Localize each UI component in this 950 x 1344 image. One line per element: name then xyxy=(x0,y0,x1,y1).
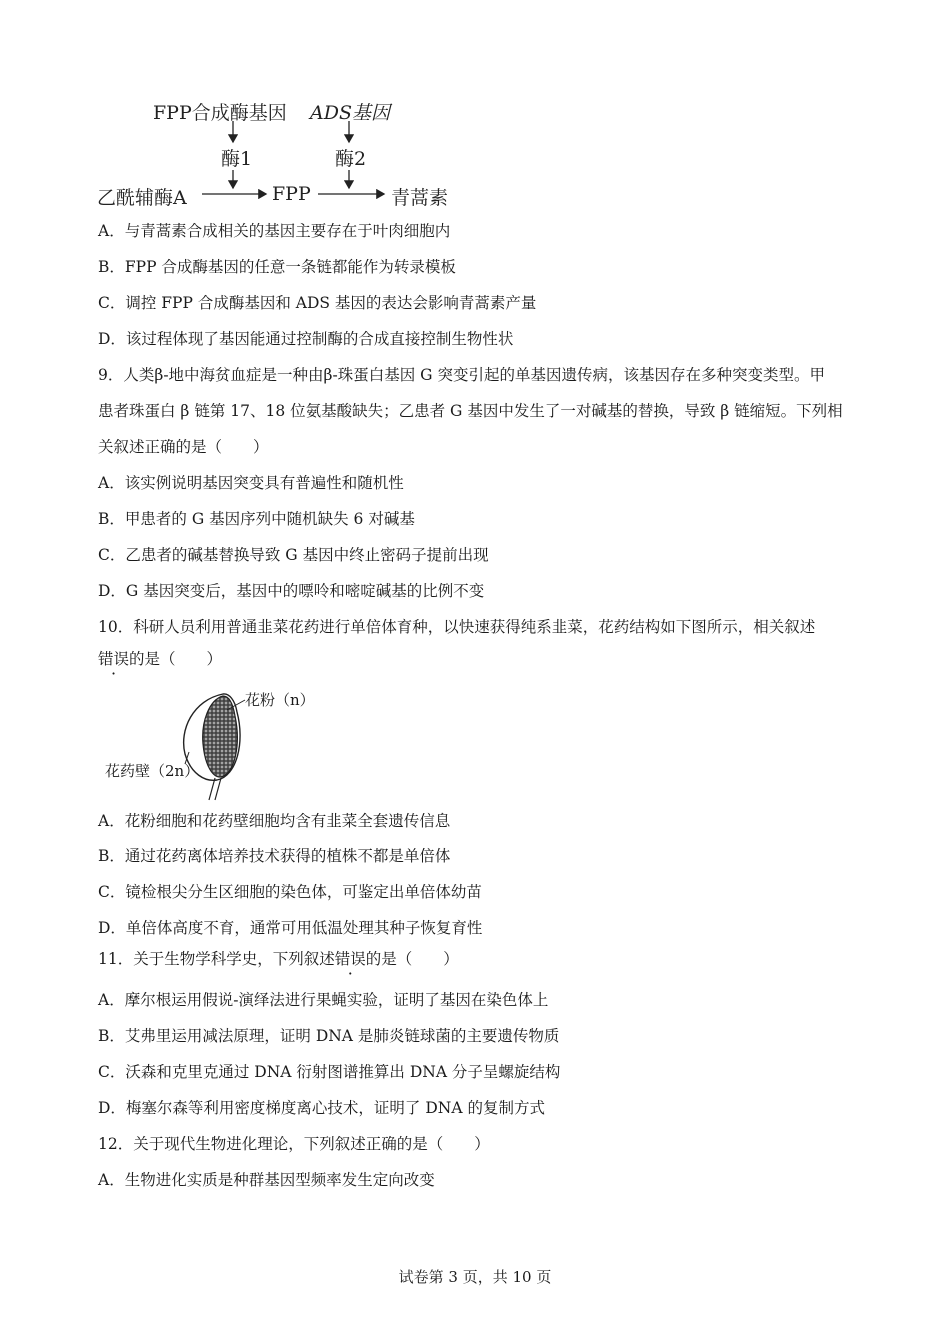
q11-option-c: C．沃森和克里克通过 DNA 衍射图谱推算出 DNA 分子呈螺旋结构 xyxy=(98,1063,561,1081)
q11-option-a: A．摩尔根运用假说-演绎法进行果蝇实验，证明了基因在染色体上 xyxy=(98,991,549,1009)
q11-stem-head: 11．关于生物学科学史，下列叙述 xyxy=(98,950,335,968)
q11-stem xyxy=(98,948,459,970)
intermediate-label: FPP xyxy=(272,183,311,205)
q10-stem-tail: 的是（ ） xyxy=(129,650,223,668)
q11-stem-tail: 的是（ ） xyxy=(365,950,459,968)
substrate-label: 乙酰辅酶A xyxy=(97,187,187,209)
enzyme2-label: 酶2 xyxy=(335,148,367,170)
q8-option-c: C．调控 FPP 合成酶基因和 ADS 基因的表达会影响青蒿素产量 xyxy=(98,294,537,312)
q9-option-d: D．G 基因突变后，基因中的嘌呤和嘧啶碱基的比例不变 xyxy=(98,582,485,600)
q9-option-a: A．该实例说明基因突变具有普遍性和随机性 xyxy=(98,474,404,492)
gene1-label: FPP合成酶基因 xyxy=(153,102,287,124)
q10-option-d: D．单倍体高度不育，通常可用低温处理其种子恢复育性 xyxy=(98,919,483,937)
q10-stem-line1: 10．科研人员利用普通韭菜花药进行单倍体育种，以快速获得纯系韭菜，花药结构如下图所示，相关叙述 xyxy=(98,618,816,636)
q10-stem-line2 xyxy=(98,648,222,670)
q8-option-b: B．FPP 合成酶基因的任意一条链都能作为转录模板 xyxy=(98,258,456,276)
q11-option-d: D．梅塞尔森等利用密度梯度离心技术，证明了 DNA 的复制方式 xyxy=(98,1099,545,1117)
q10-option-b: B．通过花药离体培养技术获得的植株不都是单倍体 xyxy=(98,847,451,865)
q11-emphasis: 错误 xyxy=(334,950,366,968)
q9-stem-line3: 关叙述正确的是（ ） xyxy=(98,438,269,456)
q8-option-d: D．该过程体现了基因能通过控制酶的合成直接控制生物性状 xyxy=(98,330,514,348)
q10-emphasis: 错误 xyxy=(98,650,130,668)
q10-option-c: C．镜检根尖分生区细胞的染色体，可鉴定出单倍体幼苗 xyxy=(98,883,482,901)
page-footer: 试卷第 3 页，共 10 页 xyxy=(398,1268,552,1286)
filament-line-2 xyxy=(215,778,221,800)
q9-option-c: C．乙患者的碱基替换导致 G 基因中终止密码子提前出现 xyxy=(98,546,489,564)
product-label: 青蒿素 xyxy=(391,187,449,209)
gene2-label: ADS基因 xyxy=(310,102,390,124)
q10-option-a: A．花粉细胞和花药壁细胞均含有韭菜全套遗传信息 xyxy=(98,812,451,830)
q8-option-a: A．与青蒿素合成相关的基因主要存在于叶肉细胞内 xyxy=(98,222,451,240)
anther-wall-label: 花药壁（2n） xyxy=(105,762,200,780)
q12-stem: 12．关于现代生物进化理论，下列叙述正确的是（ ） xyxy=(98,1135,490,1153)
filament-line-1 xyxy=(209,778,215,800)
enzyme1-label: 酶1 xyxy=(221,148,253,170)
q11-option-b: B．艾弗里运用减法原理，证明 DNA 是肺炎链球菌的主要遗传物质 xyxy=(98,1027,560,1045)
q12-option-a: A．生物进化实质是种群基因型频率发生定向改变 xyxy=(98,1171,435,1189)
q9-stem-line1: 9．人类β-地中海贫血症是一种由β-珠蛋白基因 G 突变引起的单基因遗传病，该基因存在多种突变类型。甲 xyxy=(98,366,825,384)
pollen-label: 花粉（n） xyxy=(245,691,315,709)
q9-option-b: B．甲患者的 G 基因序列中随机缺失 6 对碱基 xyxy=(98,510,415,528)
pathway-arrows xyxy=(90,115,510,225)
q9-stem-line2: 患者珠蛋白 β 链第 17、18 位氨基酸缺失；乙患者 G 基因中发生了一对碱基的替换，导致 β 链缩短。下列相 xyxy=(98,402,843,420)
